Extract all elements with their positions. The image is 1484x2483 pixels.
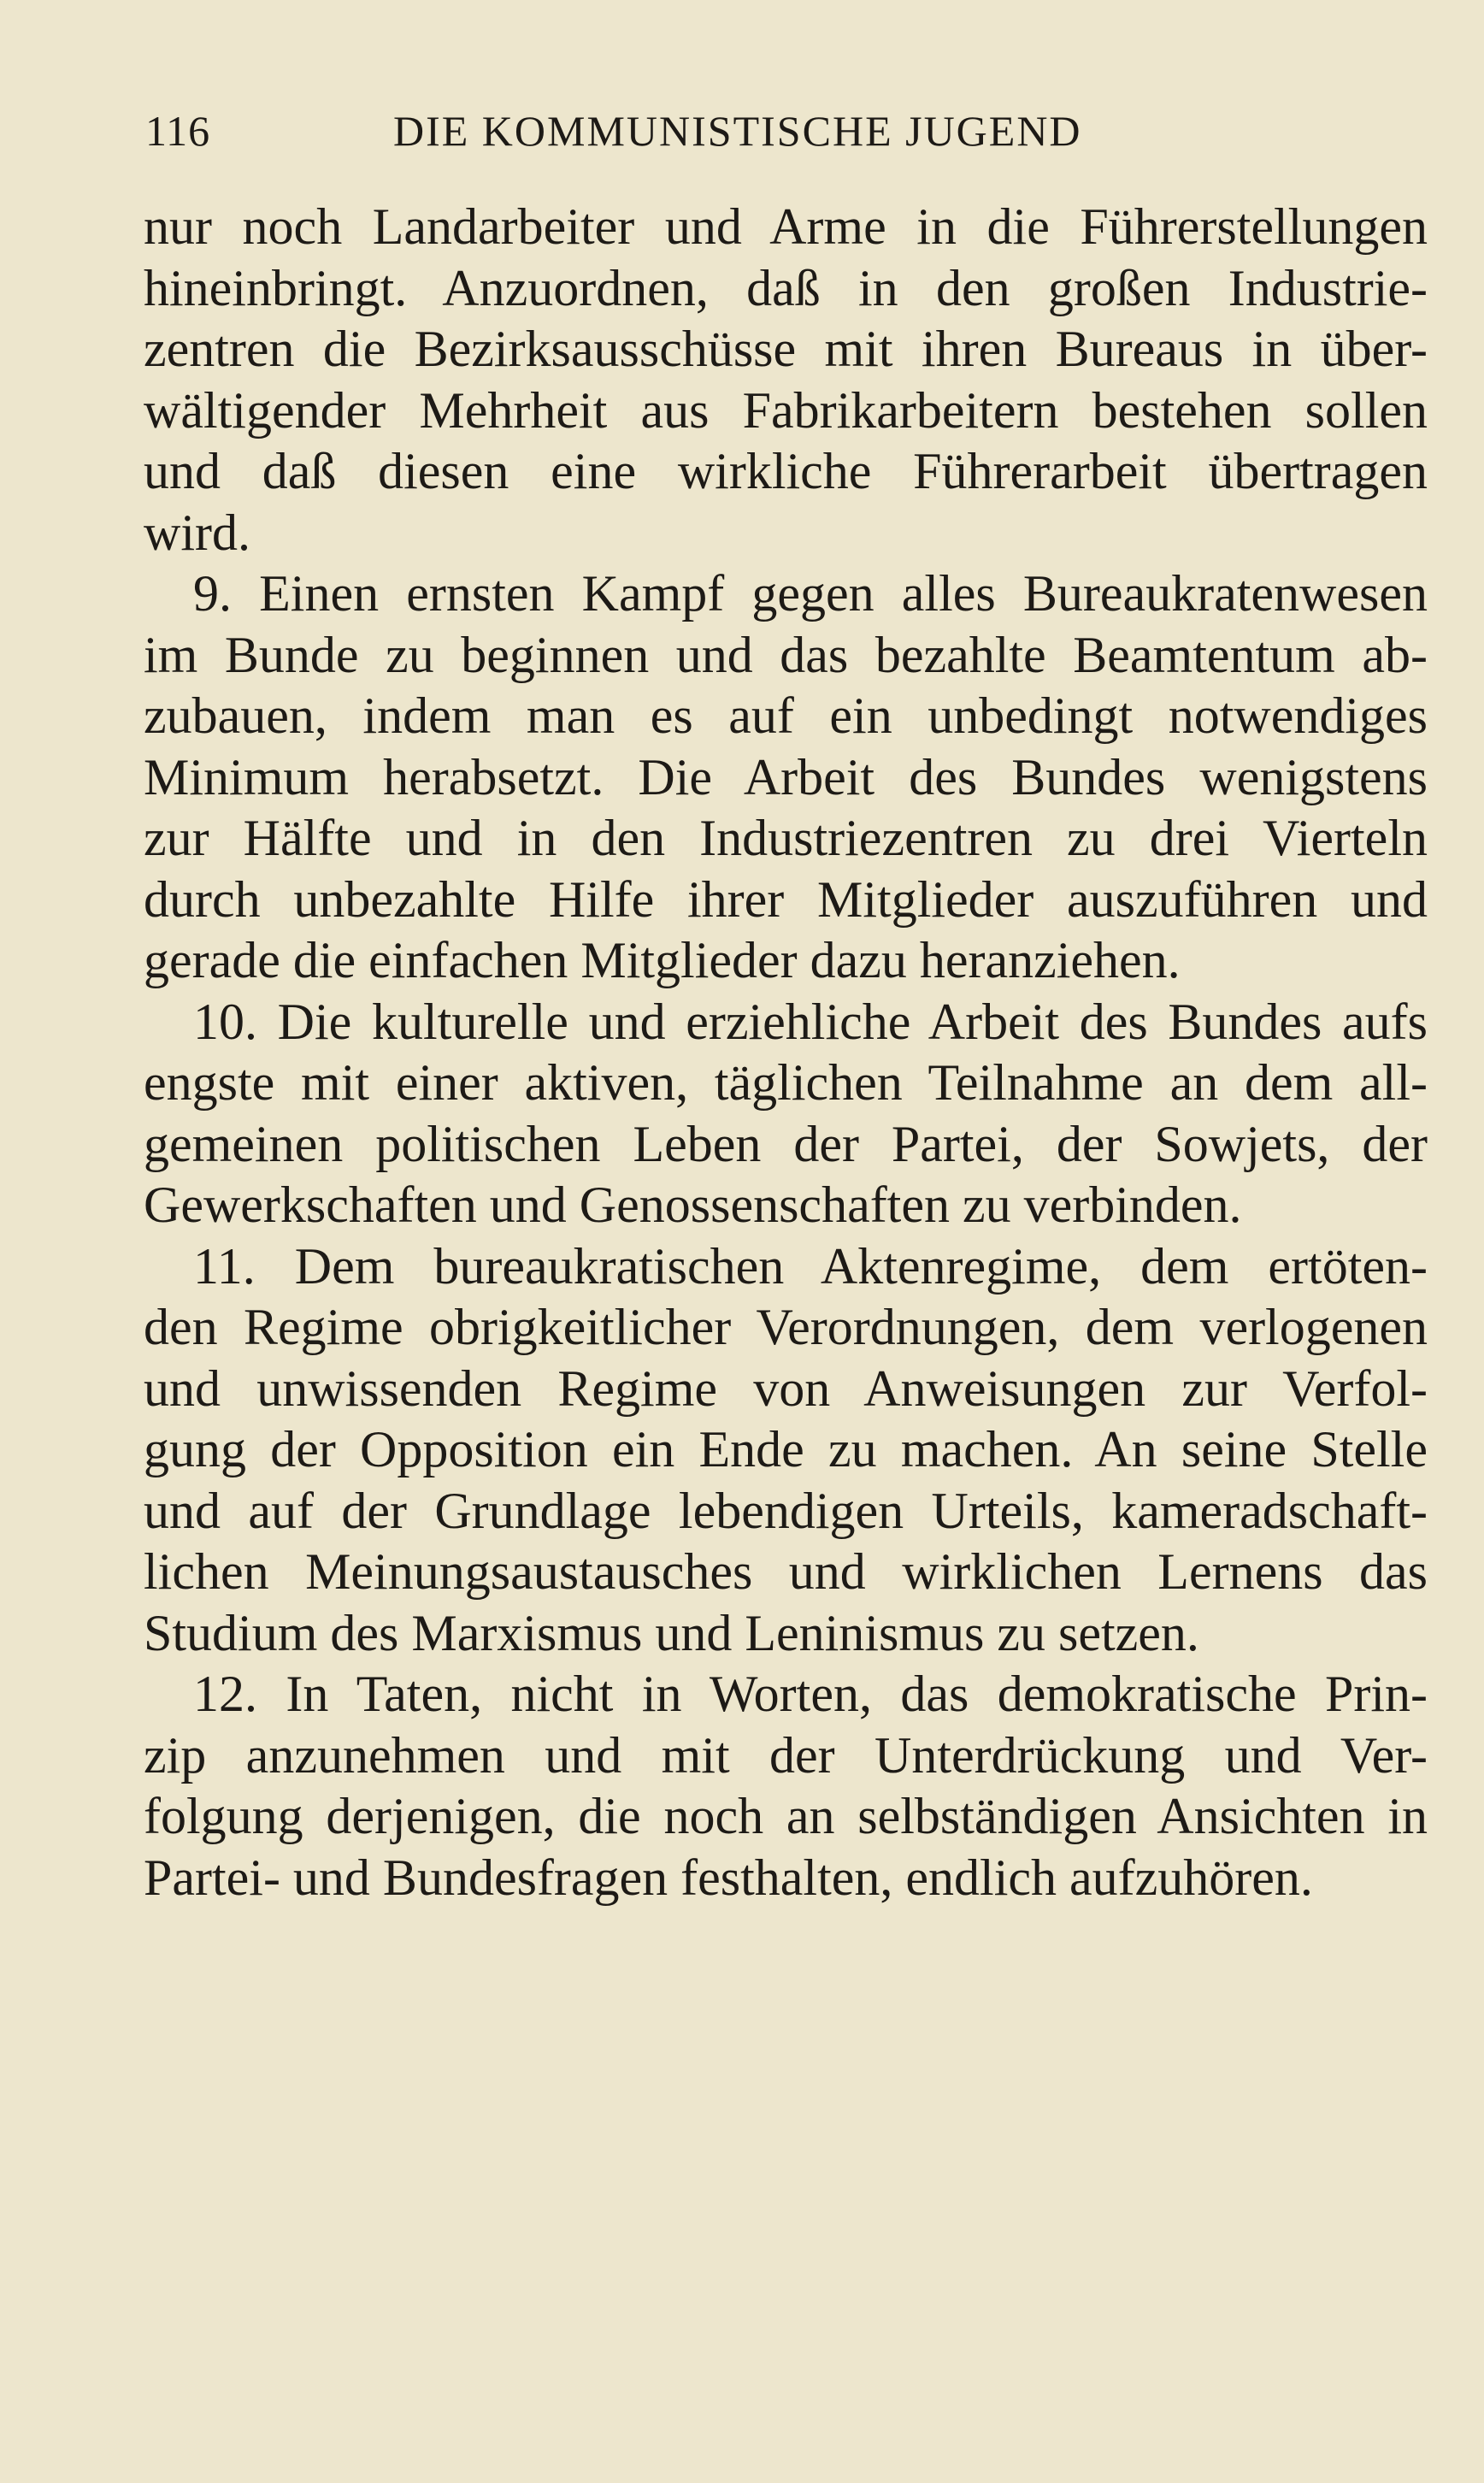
item-9-line-5: zur Hälfte und in den Industriezentren zu drei Vierteln	[144, 810, 1428, 866]
item-9-line-4: Minimum herabsetzt. Die Arbeit des Bundes wenigstens	[144, 748, 1428, 805]
item-9-line-1: 9. Einen ernsten Kampf gegen alles Bureaukratenwesen	[193, 565, 1428, 622]
item-9-line-7: gerade die einfachen Mitglieder dazu heranziehen.	[144, 932, 1181, 988]
item-11-line-1: 11. Dem bureaukratischen Aktenregime, dem ertöten-	[193, 1237, 1428, 1295]
item-12-line-4: Partei- und Bundesfragen festhalten, endlich aufzuhören.	[144, 1849, 1313, 1906]
item-11-line-3: und unwissenden Regime von Anweisungen zur Verfol-	[144, 1359, 1428, 1417]
text-line-2: hineinbringt. Anzuordnen, daß in den großen Industrie-	[144, 259, 1428, 316]
item-12-line-1: 12. In Taten, nicht in Worten, das demokratische Prin-	[193, 1666, 1428, 1722]
item-11-line-6: lichen Meinungsaustausches und wirklichen Lernens das	[144, 1543, 1428, 1600]
text-line-4: wältigender Mehrheit aus Fabrikarbeitern bestehen sollen	[144, 381, 1428, 439]
item-11-line-7: Studium des Marxismus und Leninismus zu setzen.	[144, 1604, 1199, 1661]
item-10-line-1: 10. Die kulturelle und erziehliche Arbeit des Bundes aufs	[193, 993, 1428, 1050]
text-line-1: nur noch Landarbeiter und Arme in die Führerstellungen	[144, 198, 1428, 255]
item-9-line-6: durch unbezahlte Hilfe ihrer Mitglieder auszuführen und	[144, 870, 1428, 928]
item-10-line-2: engste mit einer aktiven, täglichen Teilnahme an dem all-	[144, 1054, 1428, 1111]
item-11-line-2: den Regime obrigkeitlicher Verordnungen, dem verlogenen	[144, 1299, 1428, 1355]
item-10-line-3: gemeinen politischen Leben der Partei, der Sowjets, der	[144, 1115, 1428, 1172]
running-head	[145, 101, 1205, 161]
item-10-line-4: Gewerkschaften und Genossenschaften zu verbinden.	[144, 1177, 1242, 1233]
item-11-line-4: gung der Opposition ein Ende zu machen. An seine Stelle	[144, 1421, 1428, 1477]
body-text	[144, 197, 1428, 1908]
item-11-line-5: und auf der Grundlage lebendigen Urteils, kameradschaft-	[144, 1482, 1428, 1539]
item-9-line-3: zubauen, indem man es auf ein unbedingt notwendiges	[144, 687, 1428, 744]
item-12-line-2: zip anzunehmen und mit der Unterdrückung und Ver-	[144, 1726, 1428, 1784]
item-12-line-3: folgung derjenigen, die noch an selbständigen Ansichten in	[144, 1788, 1428, 1844]
page-number: 116	[145, 107, 211, 155]
text-line-5: und daß diesen eine wirkliche Führerarbeit übertragen	[144, 443, 1428, 499]
item-9-line-2: im Bunde zu beginnen und das bezahlte Beamtentum ab-	[144, 626, 1428, 683]
text-line-6: wird.	[144, 504, 250, 561]
text-line-3: zentren die Bezirksausschüsse mit ihren Bureaus in über-	[144, 321, 1428, 377]
running-title: DIE KOMMUNISTISCHE JUGEND	[393, 107, 1082, 155]
